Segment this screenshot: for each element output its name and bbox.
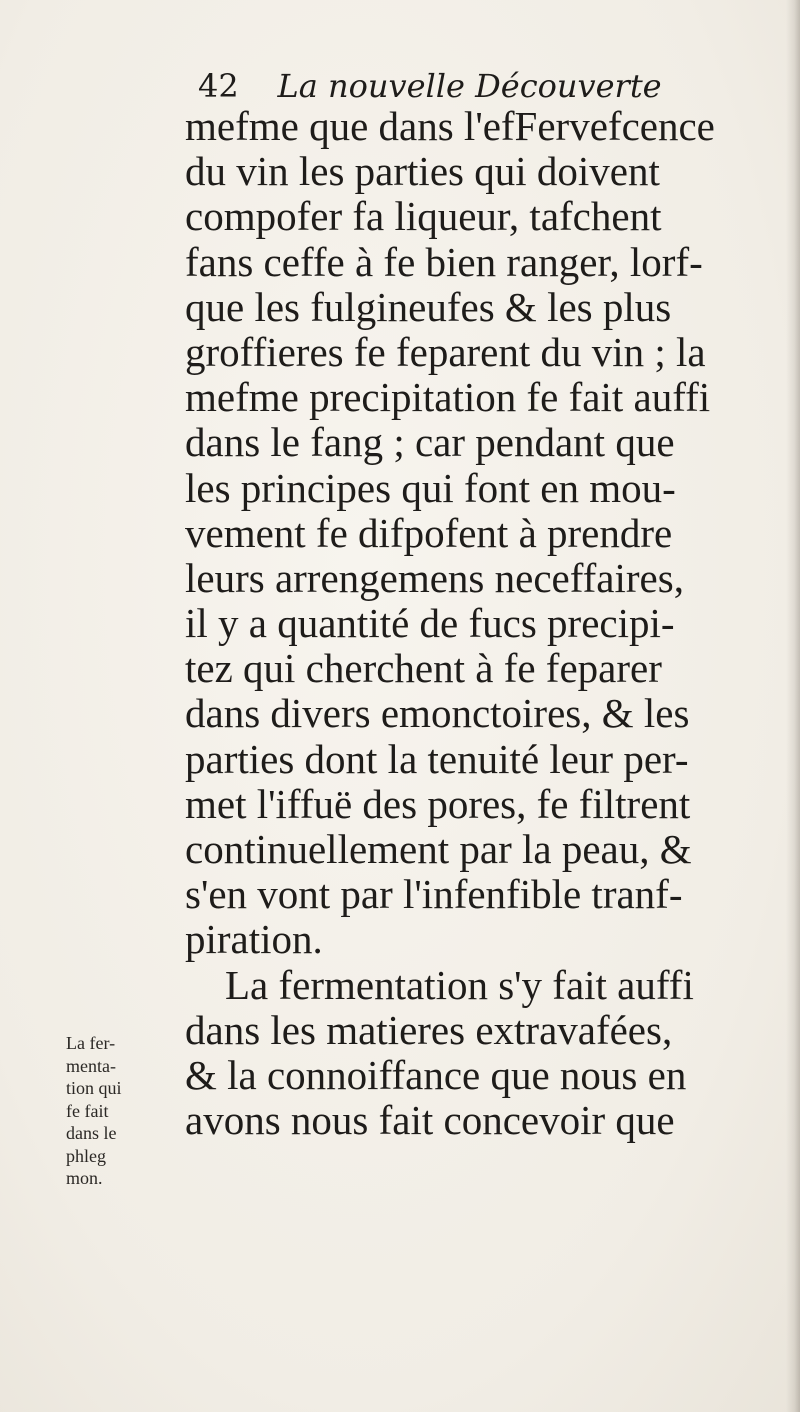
page-number: 42 (198, 67, 239, 105)
margin-note-line: La fer- (66, 1033, 116, 1053)
page-edge-shadow (786, 0, 800, 1412)
text-line: il y a quantité de fucs precipi- (185, 600, 675, 647)
text-line: continuellement par la peau, & (185, 826, 692, 872)
text-line: les principes qui font en mou- (185, 464, 676, 511)
text-line: parties dont la tenuité leur per- (185, 735, 689, 782)
margin-note-line: tion qui (66, 1078, 122, 1098)
text-line: dans divers emonctoires, & les (185, 690, 690, 737)
margin-note-line: menta- (66, 1055, 116, 1076)
text-line: du vin les parties qui doivent (185, 148, 660, 195)
text-line: mefme que dans l'efFervefcence (185, 103, 715, 149)
text-line: mefme precipitation fe fait auffi (185, 374, 711, 421)
text-line: leurs arrengemens neceffaires, (185, 554, 684, 601)
margin-note-line: phleg (66, 1145, 106, 1166)
margin-note (66, 1032, 166, 1190)
running-title: La nouvelle Découverte (277, 67, 662, 105)
text-line: & la connoiffance que nous en (185, 1051, 687, 1098)
text-line: piration. (185, 916, 323, 963)
text-line: que les fulgineufes & les plus (185, 283, 672, 330)
text-line: s'en vont par l'infenfible tranf- (185, 871, 683, 918)
text-line: compofer fa liqueur, tafchent (185, 193, 662, 240)
text-line: tez qui cherchent à fe feparer (185, 645, 662, 692)
text-line: groffieres fe feparent du vin ; la (185, 328, 706, 375)
body-text (185, 104, 775, 1143)
running-head (198, 66, 662, 106)
margin-note-line: dans le (66, 1123, 117, 1143)
text-line: fans ceffe à fe bien ranger, lorf- (185, 238, 703, 285)
text-line: dans les matieres extravafées, (185, 1006, 673, 1053)
paragraph-start-line: La fermentation s'y fait auffi (225, 961, 694, 1008)
text-line: met l'iffuë des pores, fe filtrent (185, 780, 691, 827)
text-line: dans le fang ; car pendant que (185, 419, 675, 466)
margin-note-line: fe fait (66, 1100, 109, 1121)
text-line: avons nous fait concevoir que (185, 1097, 675, 1144)
text-line: vement fe difpofent à prendre (185, 509, 673, 556)
margin-note-line: mon. (66, 1168, 103, 1188)
